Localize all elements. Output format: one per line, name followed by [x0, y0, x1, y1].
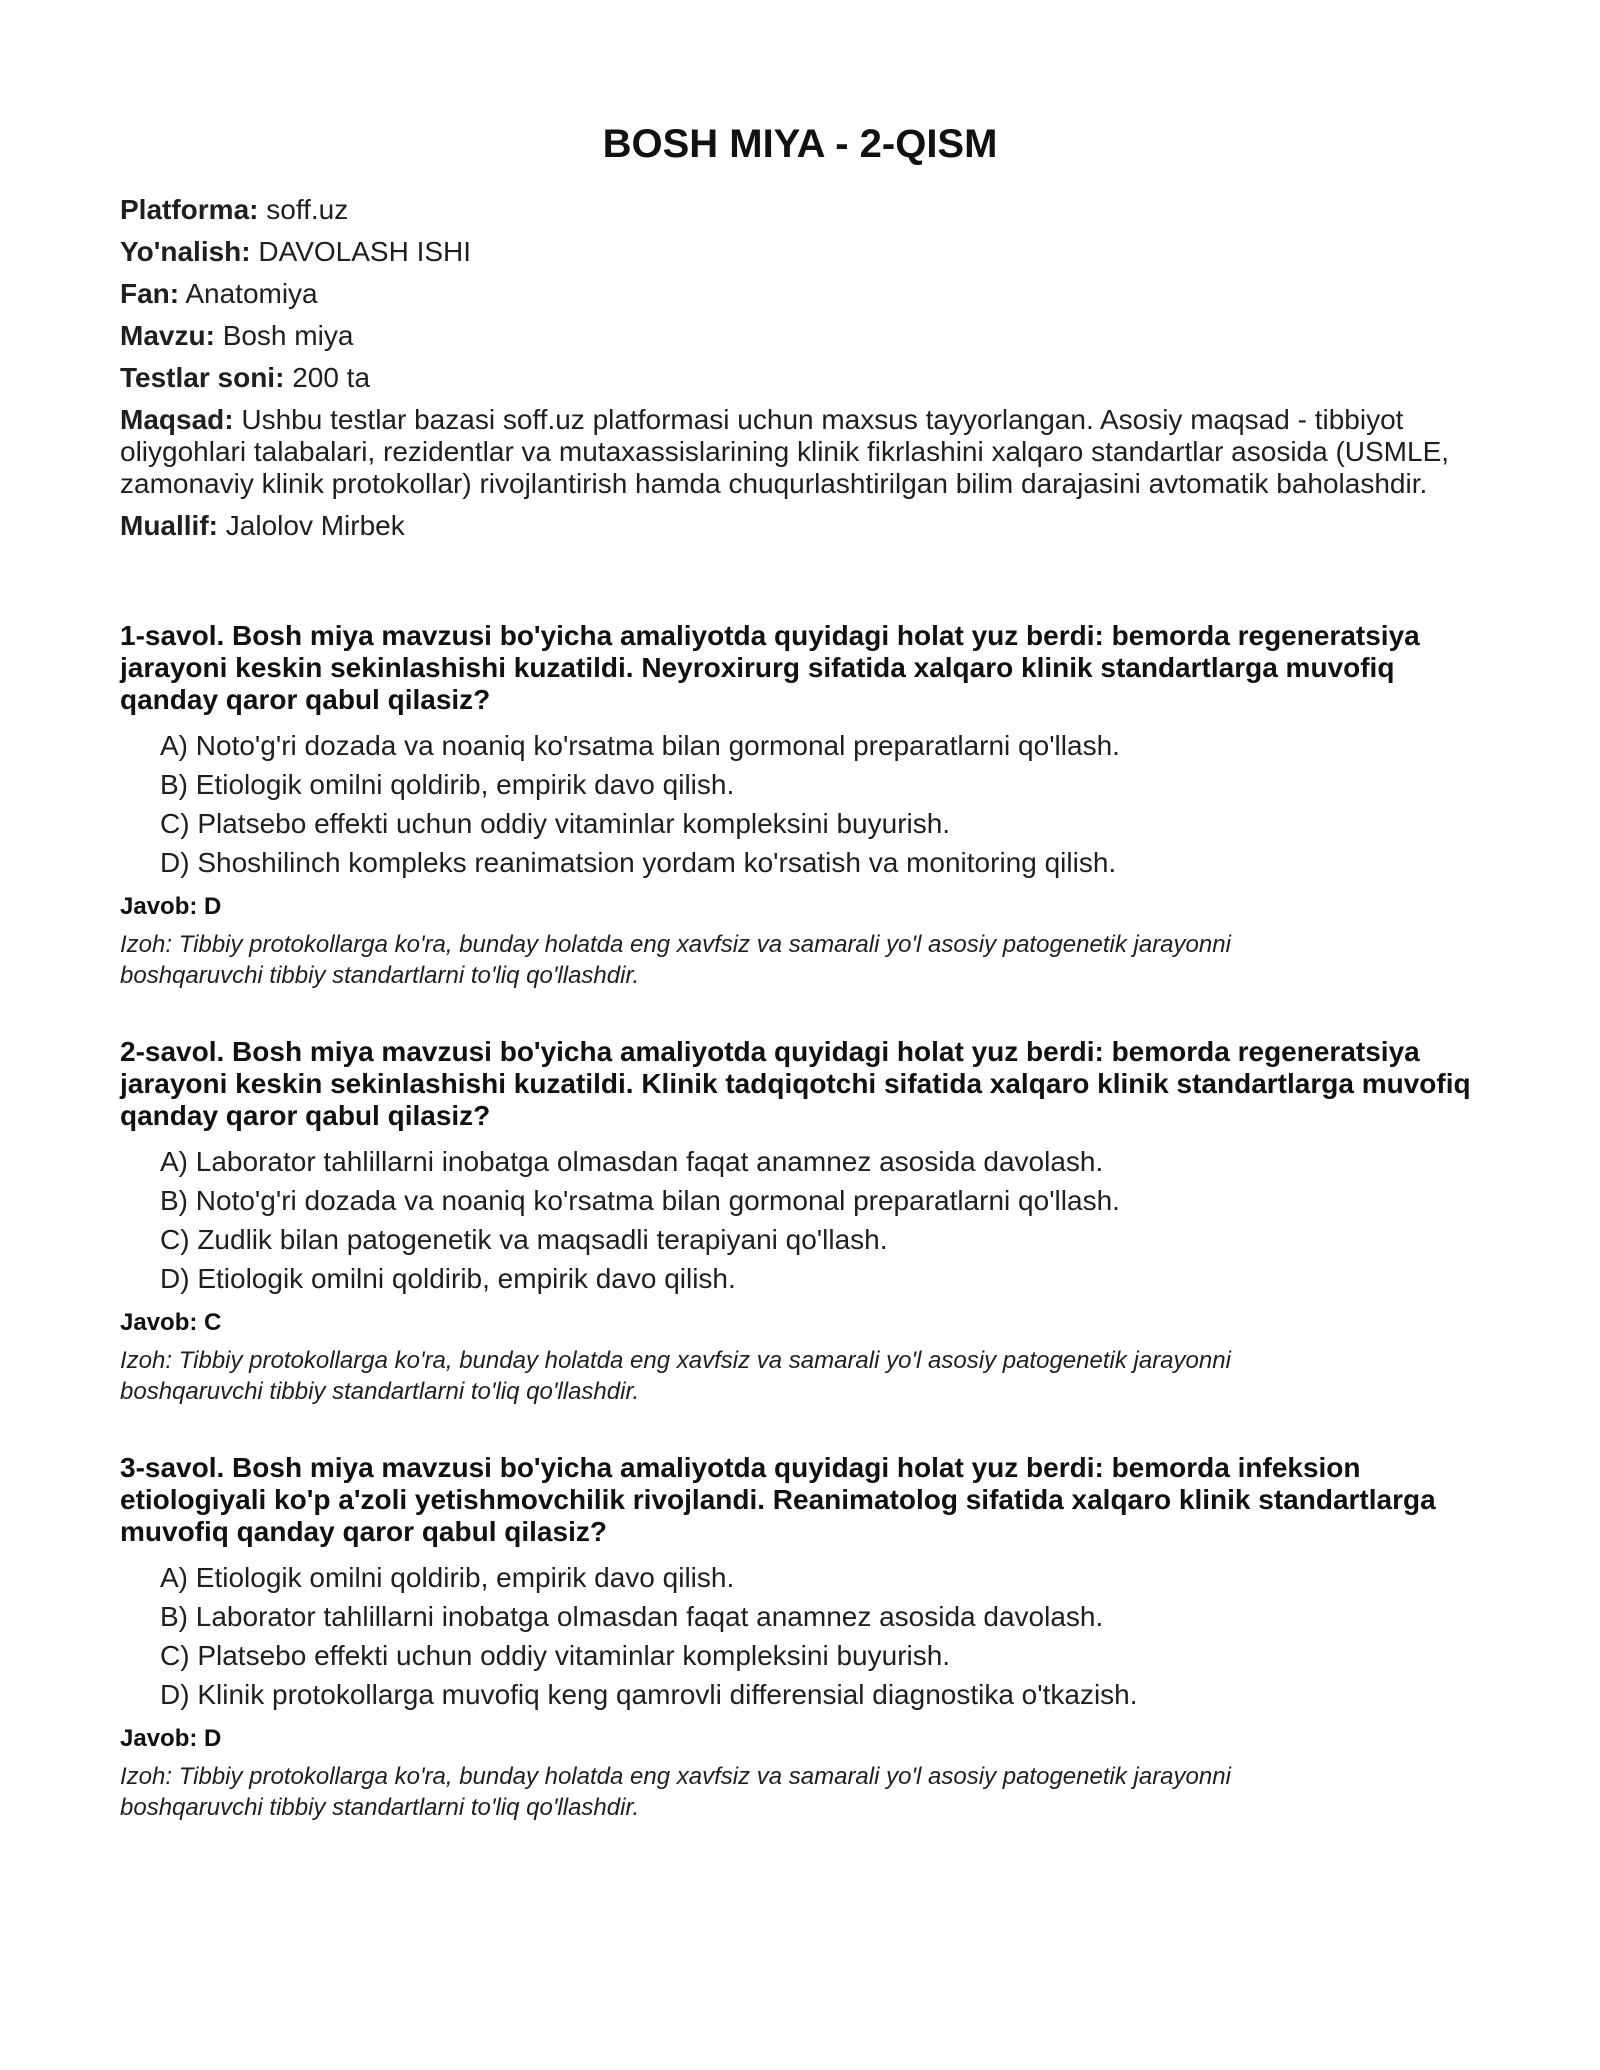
question-text: 3-savol. Bosh miya mavzusi bo'yicha amaliyotda quyidagi holat yuz berdi: bemorda infeksion etiologiyali ko'p a'zoli yetishmovchilik rivojlandi. Reanimatolog sifatida xalqaro klinik standartlarga muvofiq qanday qaror qabul qilasiz? [120, 1452, 1436, 1547]
option-c: C) Platsebo effekti uchun oddiy vitaminlar kompleksini buyurish. [160, 808, 951, 839]
meta-label: Muallif: [120, 510, 218, 541]
option-b: B) Noto'g'ri dozada va noaniq ko'rsatma bilan gormonal preparatlarni qo'llash. [160, 1185, 1120, 1216]
option-b: B) Etiologik omilni qoldirib, empirik davo qilish. [160, 769, 735, 800]
answer-options [120, 730, 1480, 879]
metadata-block [120, 194, 1480, 542]
option-c: C) Zudlik bilan patogenetik va maqsadli terapiyani qo'llash. [160, 1224, 888, 1255]
question-text: 2-savol. Bosh miya mavzusi bo'yicha amaliyotda quyidagi holat yuz berdi: bemorda regeneratsiya jarayoni keskin sekinlashishi kuzatildi. Klinik tadqiqotchi sifatida xalqaro klinik standartlarga muvofiq qanday qaror qabul qilasiz? [120, 1036, 1471, 1131]
explanation-note: Izoh: Tibbiy protokollarga ko'ra, bunday holatda eng xavfsiz va samarali yo'l asosiy patogenetik jarayonni boshqaruvchi tibbiy standartlarni to'liq qo'llashdir. [120, 1347, 1231, 1405]
meta-row-subject [120, 278, 1480, 310]
meta-row-direction [120, 236, 1480, 268]
option-d: D) Klinik protokollarga muvofiq keng qamrovli differensial diagnostika o'tkazish. [160, 1679, 1138, 1710]
option-a: A) Noto'g'ri dozada va noaniq ko'rsatma bilan gormonal preparatlarni qo'llash. [160, 730, 1120, 761]
option-d: D) Etiologik omilni qoldirib, empirik davo qilish. [160, 1263, 736, 1294]
meta-label: Fan: [120, 278, 180, 309]
meta-value: Bosh miya [222, 320, 354, 351]
answer-options [120, 1146, 1480, 1295]
meta-value: Anatomiya [185, 278, 318, 309]
answer-key: Javob: C [120, 1309, 222, 1336]
option-b: B) Laborator tahlillarni inobatga olmasdan faqat anamnez asosida davolash. [160, 1601, 1104, 1632]
answer-options [120, 1562, 1480, 1711]
option-a: A) Etiologik omilni qoldirib, empirik davo qilish. [160, 1562, 735, 1593]
meta-label: Maqsad: [120, 404, 234, 435]
explanation-note: Izoh: Tibbiy protokollarga ko'ra, bunday holatda eng xavfsiz va samarali yo'l asosiy patogenetik jarayonni boshqaruvchi tibbiy standartlarni to'liq qo'llashdir. [120, 1763, 1231, 1821]
answer-key: Javob: D [120, 893, 222, 920]
option-c: C) Platsebo effekti uchun oddiy vitaminlar kompleksini buyurish. [160, 1640, 951, 1671]
meta-label: Yo'nalish: [120, 236, 251, 267]
meta-row-topic [120, 320, 1480, 352]
option-a: A) Laborator tahlillarni inobatga olmasdan faqat anamnez asosida davolash. [160, 1146, 1104, 1177]
meta-value: 200 ta [292, 362, 371, 393]
question-item [120, 1036, 1480, 1407]
meta-row-test-count [120, 362, 1480, 394]
question-item [120, 1452, 1480, 1823]
meta-label: Mavzu: [120, 320, 215, 351]
option-d: D) Shoshilinch kompleks reanimatsion yordam ko'rsatish va monitoring qilish. [160, 847, 1117, 878]
meta-value: soff.uz [266, 194, 349, 225]
question-item [120, 620, 1480, 991]
meta-row-platform [120, 194, 1480, 226]
explanation-note: Izoh: Tibbiy protokollarga ko'ra, bunday holatda eng xavfsiz va samarali yo'l asosiy patogenetik jarayonni boshqaruvchi tibbiy standartlarni to'liq qo'llashdir. [120, 931, 1231, 989]
meta-label: Platforma: [120, 194, 259, 225]
meta-row-purpose [120, 404, 1480, 500]
meta-value: DAVOLASH ISHI [258, 236, 472, 267]
meta-value: Jalolov Mirbek [225, 510, 405, 541]
question-list [120, 620, 1480, 1823]
question-text: 1-savol. Bosh miya mavzusi bo'yicha amaliyotda quyidagi holat yuz berdi: bemorda regeneratsiya jarayoni keskin sekinlashishi kuzatildi. Neyroxirurg sifatida xalqaro klinik standartlarga muvofiq qanday qaror qabul qilasiz? [120, 620, 1420, 715]
meta-value: Ushbu testlar bazasi soff.uz platformasi uchun maxsus tayyorlangan. Asosiy maqsad - tibbiyot oliygohlari talabalari, rezidentlar va mutaxassislarining klinik fikrlashini xalqaro standartlar asosida (USMLE, zamonaviy klinik protokollar) rivojlantirish hamda chuqurlashtirilgan bilim darajasini avtomatik baholashdir. [120, 404, 1450, 499]
meta-label: Testlar soni: [120, 362, 285, 393]
answer-key: Javob: D [120, 1725, 222, 1752]
meta-row-author [120, 510, 1480, 542]
document-title: BOSH MIYA - 2-QISM [602, 122, 998, 166]
